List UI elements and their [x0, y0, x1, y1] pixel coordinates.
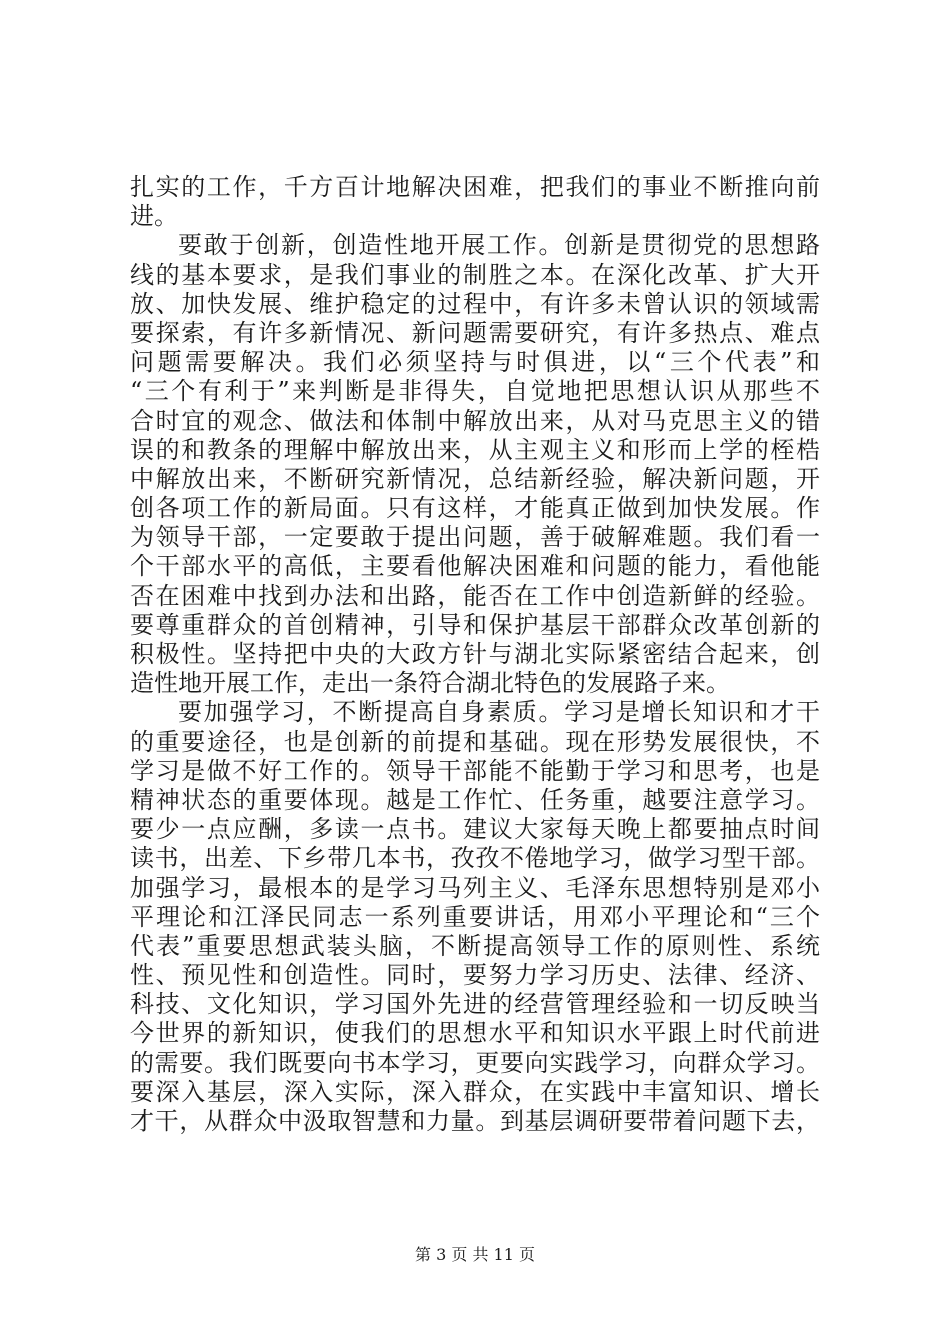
text-line: 性、预见性和创造性。同时，要努力学习历史、法律、经济、 [130, 961, 820, 990]
text-line: 精神状态的重要体现。越是工作忙、任务重，越要注意学习。 [130, 785, 820, 814]
text-line: 代表”重要思想武装头脑，不断提高领导工作的原则性、系统 [130, 931, 820, 960]
text-line: 科技、文化知识，学习国外先进的经营管理经验和一切反映当 [130, 990, 820, 1019]
text-line: 要探索，有许多新情况、新问题需要研究，有许多热点、难点 [130, 318, 820, 347]
text-line: “三个有利于”来判断是非得失，自觉地把思想认识从那些不 [130, 377, 820, 406]
text-line: 的重要途径，也是创新的前提和基础。现在形势发展很快，不 [130, 727, 820, 756]
text-line: 误的和教条的理解中解放出来，从主观主义和形而上学的桎梏 [130, 435, 820, 464]
text-line: 创各项工作的新局面。只有这样，才能真正做到加快发展。作 [130, 494, 820, 523]
text-line: 平理论和江泽民同志一系列重要讲话，用邓小平理论和“三个 [130, 902, 820, 931]
text-line: 读书，出差、下乡带几本书，孜孜不倦地学习，做学习型干部。 [130, 844, 820, 873]
body-text [130, 173, 820, 1136]
text-line: 加强学习，最根本的是学习马列主义、毛泽东思想特别是邓小 [130, 873, 820, 902]
text-line: 造性地开展工作，走出一条符合湖北特色的发展路子来。 [130, 669, 730, 698]
text-line: 问题需要解决。我们必须坚持与时俱进，以“三个代表”和 [130, 348, 820, 377]
page-number-footer: 第 3 页 共 11 页 [415, 1245, 535, 1264]
text-line: 为领导干部，一定要敢于提出问题，善于破解难题。我们看一 [130, 523, 820, 552]
text-line: 个干部水平的高低，主要看他解决困难和问题的能力，看他能 [130, 552, 820, 581]
text-line: 放、加快发展、维护稳定的过程中，有许多未曾认识的领域需 [130, 289, 820, 318]
text-line: 才干，从群众中汲取智慧和力量。到基层调研要带着问题下去， [130, 1107, 820, 1135]
text-line: 积极性。坚持把中央的大政方针与湖北实际紧密结合起来，创 [130, 640, 820, 668]
text-line: 要少一点应酬，多读一点书。建议大家每天晚上都要抽点时间 [130, 815, 820, 844]
paragraph-start-line: 要敢于创新，创造性地开展工作。创新是贯彻党的思想路 [178, 231, 820, 260]
text-line: 学习是做不好工作的。领导干部能不能勤于学习和思考，也是 [130, 756, 820, 785]
text-line: 否在困难中找到办法和出路，能否在工作中创造新鲜的经验。 [130, 581, 820, 610]
paragraph-start-line: 要加强学习，不断提高自身素质。学习是增长知识和才干 [178, 698, 820, 727]
text-line: 中解放出来，不断研究新情况，总结新经验，解决新问题，开 [130, 464, 820, 493]
text-line: 合时宜的观念、做法和体制中解放出来，从对马克思主义的错 [130, 406, 820, 435]
text-line: 今世界的新知识，使我们的思想水平和知识水平跟上时代前进 [130, 1019, 820, 1048]
text-line: 线的基本要求，是我们事业的制胜之本。在深化改革、扩大开 [130, 260, 820, 289]
text-line: 扎实的工作，千方百计地解决困难，把我们的事业不断推向前 [130, 173, 820, 201]
text-line: 要尊重群众的首创精神，引导和保护基层干部群众改革创新的 [130, 610, 820, 639]
text-line: 的需要。我们既要向书本学习，更要向实践学习，向群众学习。 [130, 1048, 820, 1077]
text-line: 进。 [130, 202, 178, 231]
text-line: 要深入基层，深入实际，深入群众，在实践中丰富知识、增长 [130, 1077, 820, 1106]
